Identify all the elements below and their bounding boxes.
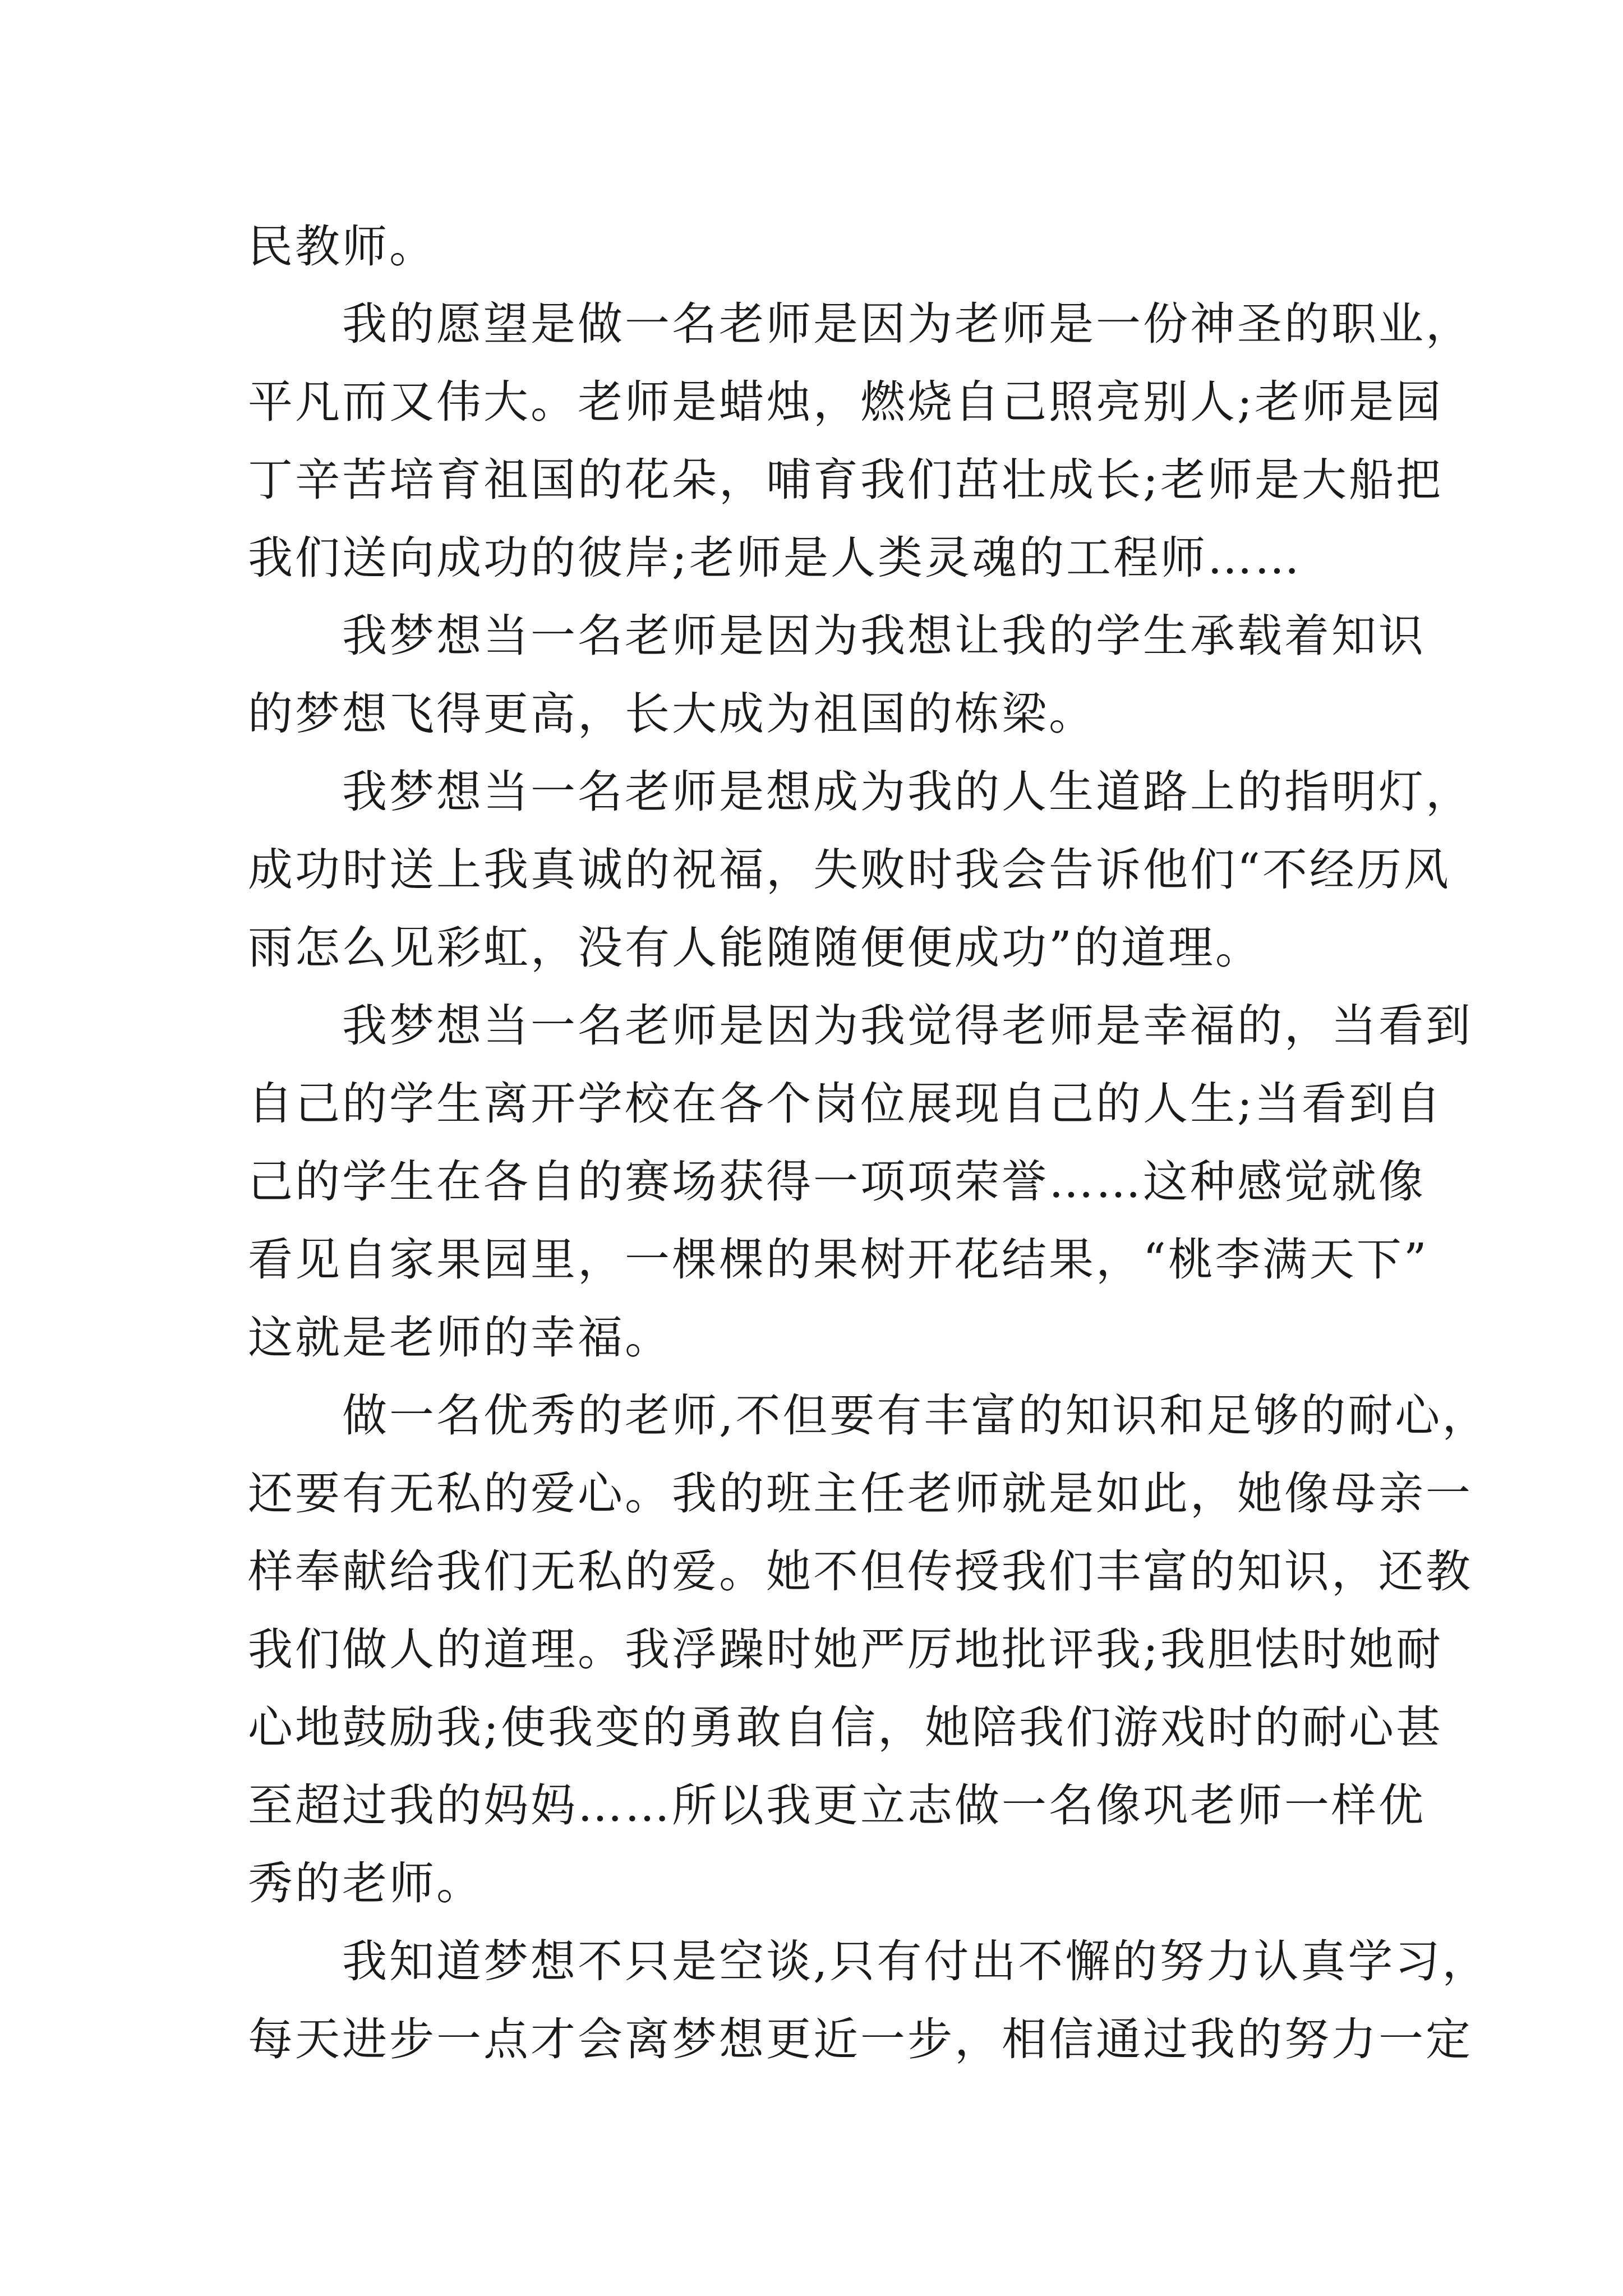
- paragraph-first-line: 我知道梦想不只是空谈,只有付出不懈的努力认真学习，: [342, 1935, 1490, 1987]
- text-line: 成功时送上我真诚的祝福，失败时我会告诉他们“不经历风: [248, 844, 1451, 896]
- paragraph-first-line: 我的愿望是做一名老师是因为老师是一份神圣的职业，: [342, 298, 1473, 350]
- text-line: 平凡而又伟大。老师是蜡烛，燃烧自己照亮别人;老师是园: [248, 376, 1443, 428]
- text-line: 秀的老师。: [248, 1857, 483, 1910]
- text-line: 我们做人的道理。我浮躁时她严厉地批评我;我胆怯时她耐: [248, 1623, 1443, 1676]
- text-line: 自己的学生离开学校在各个岗位展现自己的人生;当看到自: [248, 1078, 1443, 1130]
- text-line: 雨怎么见彩虹，没有人能随随便便成功”的道理。: [248, 922, 1262, 974]
- text-line: 看见自家果园里，一棵棵的果树开花结果，“桃李满天下”: [248, 1234, 1429, 1286]
- paragraph-first-line: 我梦想当一名老师是想成为我的人生道路上的指明灯，: [342, 766, 1473, 818]
- paragraph-first-line: 我梦想当一名老师是因为我觉得老师是幸福的，当看到: [342, 1000, 1473, 1052]
- text-line: 还要有无私的爱心。我的班主任老师就是如此，她像母亲一: [248, 1467, 1473, 1520]
- text-line: 至超过我的妈妈……所以我更立志做一名像巩老师一样优: [248, 1779, 1426, 1832]
- text-line: 这就是老师的幸福。: [248, 1312, 672, 1364]
- text-line: 我们送向成功的彼岸;老师是人类灵魂的工程师……: [248, 532, 1302, 584]
- text-line: 样奉献给我们无私的爱。她不但传授我们丰富的知识，还教: [248, 1545, 1473, 1598]
- text-line: 每天进步一点才会离梦想更近一步，相信通过我的努力一定: [248, 2013, 1473, 2065]
- paragraph-first-line: 我梦想当一名老师是因为我想让我的学生承载着知识: [342, 610, 1426, 662]
- text-line: 心地鼓励我;使我变的勇敢自信，她陪我们游戏时的耐心甚: [248, 1701, 1443, 1754]
- paragraph-first-line: 做一名优秀的老师,不但要有丰富的知识和足够的耐心，: [342, 1389, 1490, 1442]
- text-line: 己的学生在各自的赛场获得一项项荣誉……这种感觉就像: [248, 1156, 1426, 1208]
- text-line: 的梦想飞得更高，长大成为祖国的栋梁。: [248, 688, 1096, 740]
- text-line: 丁辛苦培育祖国的花朵，哺育我们茁壮成长;老师是大船把: [248, 454, 1443, 506]
- text-line: 民教师。: [248, 220, 436, 273]
